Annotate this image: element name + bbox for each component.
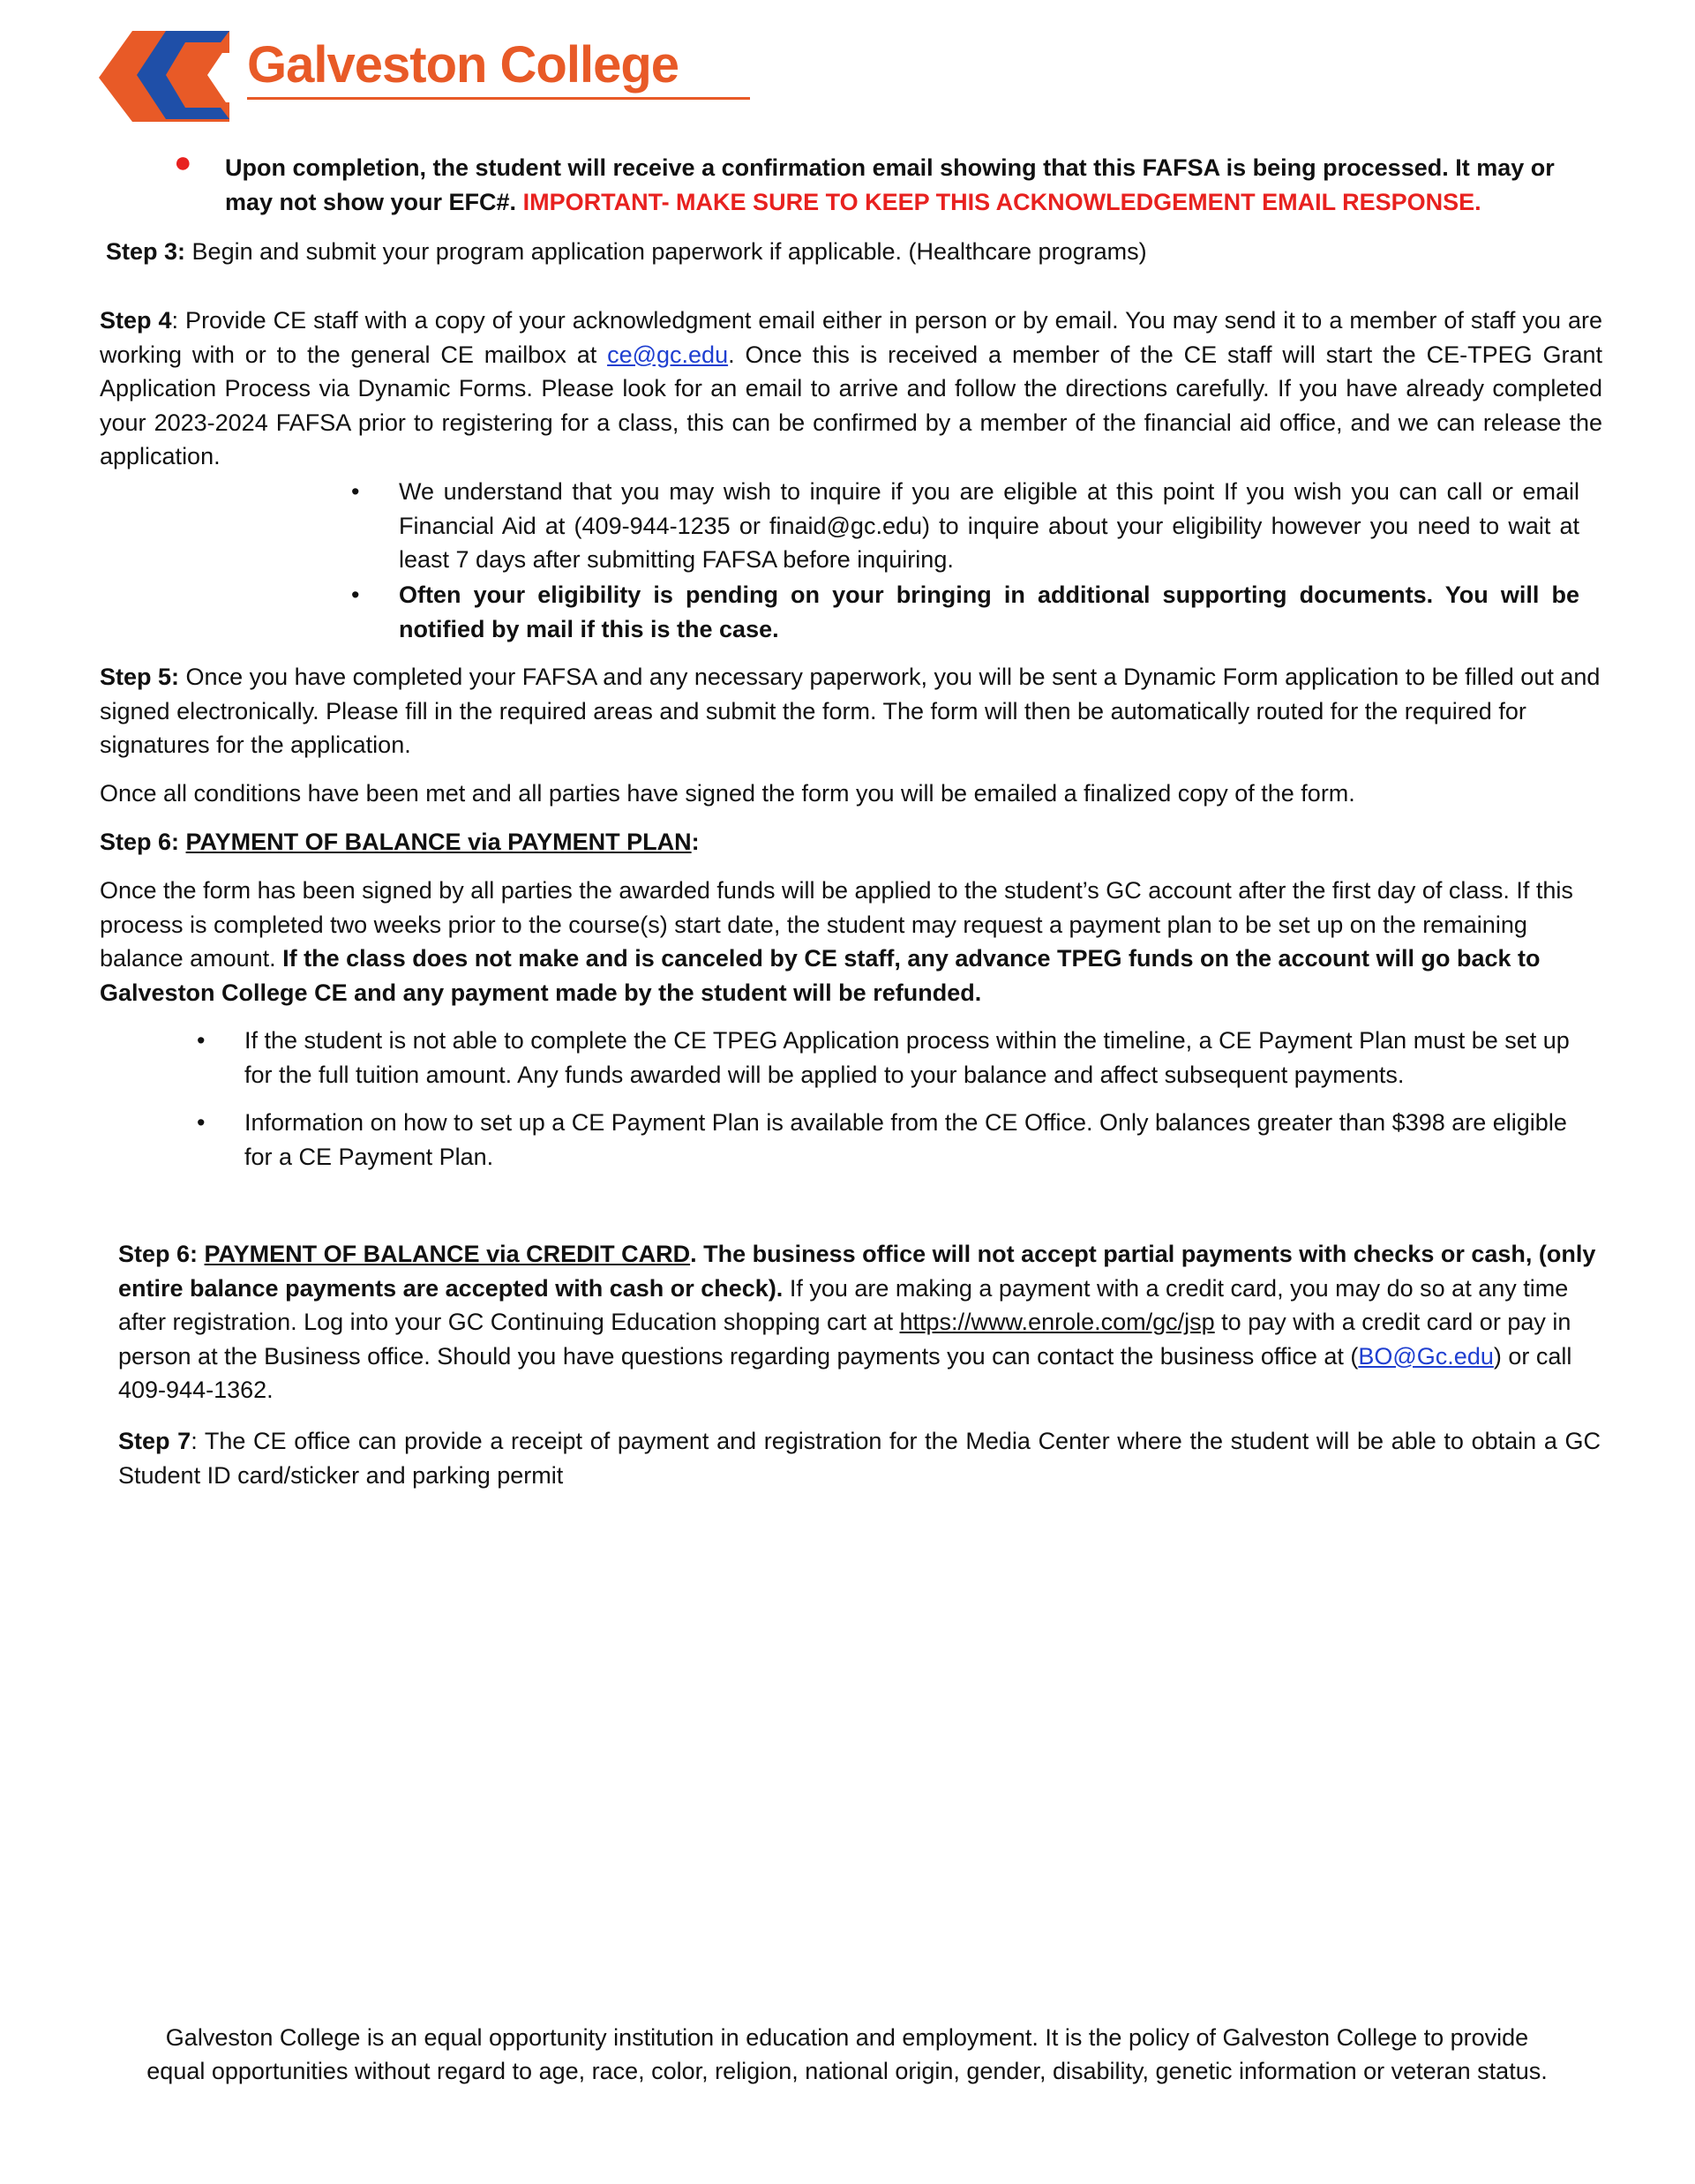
- confirmation-text: Upon completion, the student will receive a confirmation email showing that this FAFSA is being processed. It may or may not show your EFC#.: [225, 154, 1555, 215]
- step-4: [100, 304, 1602, 474]
- step-6-card-policy: . The business office will not accept partial payments with checks or cash, (only entire balance payments are accepted with cash or check).: [118, 1241, 1596, 1302]
- step-6-plan-bullet-2: Information on how to set up a CE Payment Plan is available from the CE Office. Only balances greater than $398 are eligible for a CE Payment Plan.: [244, 1109, 1567, 1170]
- bullet-icon: •: [197, 1027, 206, 1054]
- step-5-text: Once you have completed your FAFSA and any necessary paperwork, you will be sent a Dynamic Form application to be filled out and signed electronically. Please fill in the required areas and submit the form. The form will then be automatically routed for the required for signatures for the application.: [100, 664, 1601, 758]
- step-4-text-b: . Once this is received a member of the CE staff will start the CE-TPEG Grant Application Process via Dynamic Forms. Please look for an email to arrive and follow the directions carefully. If you have already completed your 2023-2024 FAFSA prior to registering for a class, this can be confirmed by a member of the financial aid office, and we can release the application.: [100, 341, 1602, 469]
- step-6-plan-colon: :: [691, 829, 700, 855]
- confirmation-bullet: [225, 151, 1597, 219]
- step-4-bullet-1: We understand that you may wish to inquire if you are eligible at this point If you wish you can call or email Financial Aid at (409-944-1235 or finaid@gc.edu) to inquire about your eligibility however you need to wait at least 7 days after submitting FAFSA before inquiring.: [399, 478, 1579, 573]
- step-7-text: : The CE office can provide a receipt of payment and registration for the Media Center where the student will be able to obtain a GC Student ID card/sticker and parking permit: [118, 1428, 1601, 1489]
- logo-chevron-icon: [97, 26, 247, 124]
- step-5: [100, 660, 1613, 762]
- step-3-label: Step 3:: [106, 238, 186, 265]
- step-6-plan-heading: [100, 825, 1613, 859]
- footer-line-2: equal opportunities without regard to age, race, color, religion, national origin, gender, disability, genetic information or veteran status.: [146, 2058, 1548, 2084]
- step-3-text: Begin and submit your program application paperwork if applicable. (Healthcare programs): [191, 238, 1147, 265]
- step-4-label: Step 4: [100, 307, 172, 334]
- step-7: [118, 1424, 1601, 1492]
- step-6-card-text-a: If you are making a payment with a credit card, you may do so at any time after registration. Log into your GC Continuing Education shopping cart at: [118, 1274, 1569, 1335]
- college-logo: [97, 26, 679, 132]
- step-4-text-a: : Provide CE staff with a copy of your acknowledgment email either in person or by email. You may send it to a member of staff you are working with or to the general CE mailbox at: [100, 307, 1603, 368]
- step-7-label: Step 7: [118, 1428, 191, 1454]
- step-6-card: [118, 1237, 1609, 1407]
- step-4-bullet-2: Often your eligibility is pending on your bringing in additional supporting documents. You will be notified by mail if this is the case.: [399, 582, 1579, 642]
- important-notice: IMPORTANT- MAKE SURE TO KEEP THIS ACKNOWLEDGEMENT EMAIL RESPONSE.: [522, 188, 1481, 215]
- step-6-card-label: Step 6:: [118, 1241, 199, 1267]
- bullet-icon: •: [351, 478, 360, 505]
- step-6-plan-bullet-1: If the student is not able to complete the CE TPEG Application process within the timeline, a CE Payment Plan must be set up for the full tuition amount. Any funds awarded will be applied to your balance and affect subsequent payments.: [244, 1027, 1570, 1088]
- step-6-plan-refund-notice: If the class does not make and is canceled by CE staff, any advance TPEG funds on the account will go back to Galveston College CE and any payment made by the student will be refunded.: [100, 945, 1541, 1006]
- step-6-card-text-c: ) or call 409-944-1362.: [118, 1342, 1572, 1403]
- ce-email-link[interactable]: ce@gc.edu: [607, 341, 729, 368]
- step-5-label: Step 5:: [100, 664, 180, 690]
- college-name: Galveston College: [247, 36, 679, 94]
- bullet-icon: •: [197, 1109, 206, 1136]
- red-bullet-icon: ●: [174, 146, 192, 179]
- step-3: [106, 235, 1606, 269]
- step-6-plan-body: [100, 874, 1613, 1009]
- step-5-followup: Once all conditions have been met and all parties have signed the form you will be emailed a finalized copy of the form.: [100, 780, 1355, 807]
- logo-underline: [247, 97, 750, 100]
- step-6-card-title: PAYMENT OF BALANCE via CREDIT CARD: [204, 1241, 691, 1267]
- step-6-plan-title: PAYMENT OF BALANCE via PAYMENT PLAN: [185, 829, 692, 855]
- bullet-icon: •: [351, 582, 360, 608]
- footer-line-1: Galveston College is an equal opportunity institution in education and employment. It is the policy of Galveston College to provide: [165, 2024, 1529, 2051]
- enrole-cart-link[interactable]: https://www.enrole.com/gc/jsp: [899, 1309, 1215, 1335]
- step-6-plan-text: Once the form has been signed by all parties the awarded funds will be applied to the student’s GC account after the first day of class. If this process is completed two weeks prior to the course(s) start date, the student may request a payment plan to be set up on the remaining balance amount.: [100, 877, 1573, 972]
- bo-email-link[interactable]: BO@Gc.edu: [1358, 1342, 1494, 1370]
- step-6-card-text-b: to pay with a credit card or pay in person at the Business office. Should you have questions regarding payments you can contact the business office at (: [118, 1309, 1571, 1370]
- step-6-plan-label: Step 6:: [100, 829, 180, 855]
